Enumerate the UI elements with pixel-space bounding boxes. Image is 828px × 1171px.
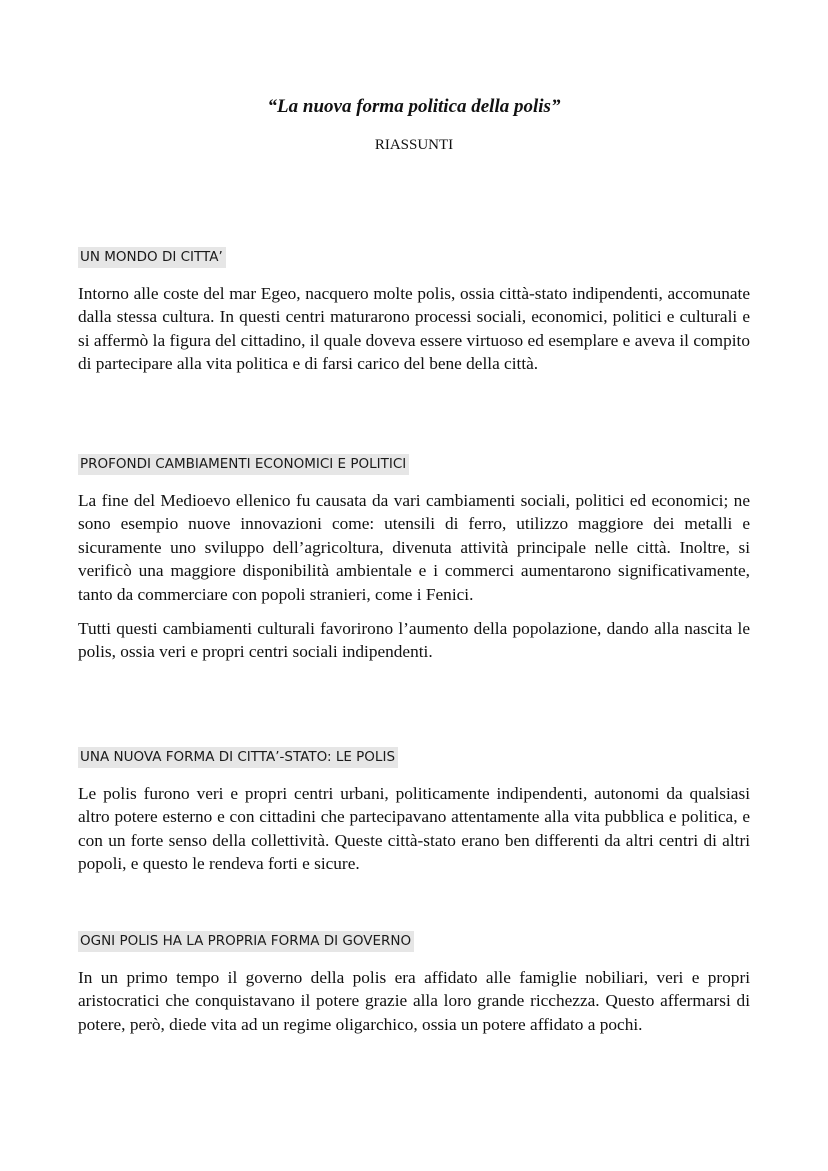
section-heading: UN MONDO DI CITTA’ — [78, 247, 226, 268]
section-forma-di-governo — [78, 930, 750, 1047]
section-profondi-cambiamenti — [78, 453, 750, 675]
section-paragraph: In un primo tempo il governo della polis era affidato alle famiglie nobiliari, veri e propri aristocratici che conquistavano il potere grazie alla loro grande ricchezza. Questo affermarsi di potere, però, diede vita ad un regime oligarchico, ossia un potere affidato a pochi. — [78, 968, 750, 1034]
section-heading: UNA NUOVA FORMA DI CITTA’-STATO: LE POLIS — [78, 747, 398, 768]
section-paragraph: La fine del Medioevo ellenico fu causata da vari cambiamenti sociali, politici ed economici; ne sono esempio nuove innovazioni come: utensili di ferro, utilizzo maggiore dei metalli e sicuramente uno sviluppo dell’agricoltura, divenuta attività principale nelle città. Inoltre, si verificò una maggiore disponibilità ambientale e i commerci aumentarono significativamente, tanto da commerciare con popoli stranieri, come i Fenici. — [78, 491, 750, 604]
section-nuova-forma-citta-stato — [78, 746, 750, 887]
section-heading: PROFONDI CAMBIAMENTI ECONOMICI E POLITICI — [78, 454, 409, 475]
document-title: “La nuova forma politica della polis” — [267, 96, 561, 117]
section-paragraph: Intorno alle coste del mar Egeo, nacquero molte polis, ossia città-stato indipendenti, accomunate dalla stessa cultura. In questi centri maturarono processi sociali, economici, politici e culturali e si affermò la figura del cittadino, il quale doveva essere virtuoso ed esemplare e aveva il compito di partecipare alla vita politica e di farsi carico del bene della città. — [78, 284, 750, 374]
section-un-mondo-di-citta — [78, 246, 750, 387]
section-heading: OGNI POLIS HA LA PROPRIA FORMA DI GOVERNO — [78, 931, 414, 952]
section-paragraph: Tutti questi cambiamenti culturali favorirono l’aumento della popolazione, dando alla nascita le polis, ossia veri e propri centri sociali indipendenti. — [78, 619, 750, 662]
document-subtitle: RIASSUNTI — [374, 137, 454, 153]
section-paragraph: Le polis furono veri e propri centri urbani, politicamente indipendenti, autonomi da qualsiasi altro potere esterno e con cittadini che partecipavano attentamente alla vita pubblica e politica, e con un forte senso della collettività. Queste città-stato erano ben differenti da altri centri di altri popoli, e questo le rendeva forti e sicure. — [78, 784, 750, 874]
